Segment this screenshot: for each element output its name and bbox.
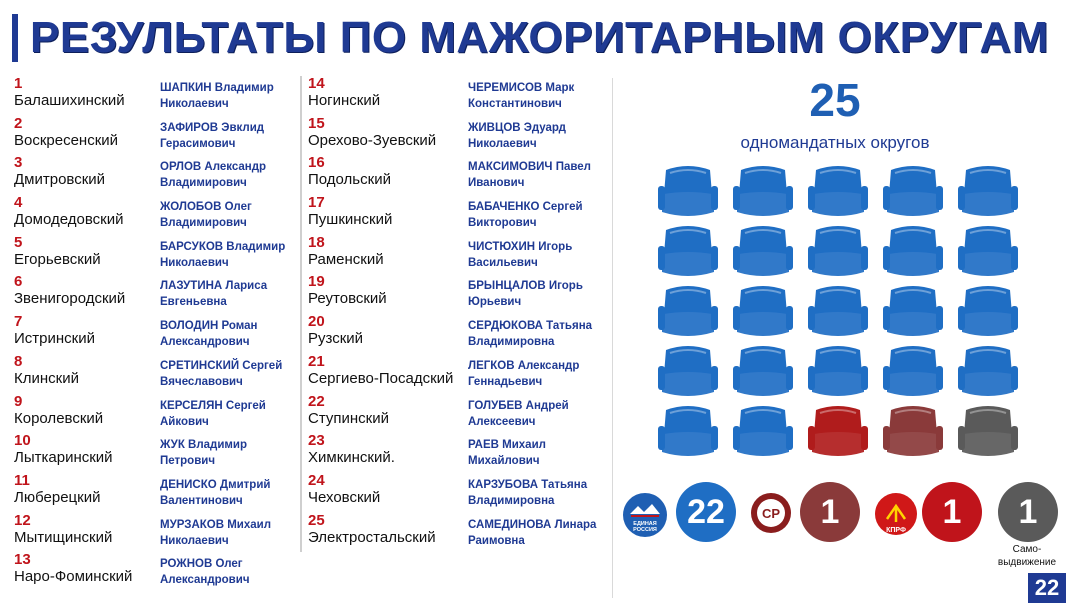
district-number: 23 (308, 432, 325, 450)
candidate-patronymic: Константинович (468, 98, 562, 110)
seat-er (883, 286, 943, 336)
district-name: Королевский (14, 409, 104, 427)
candidate-item (468, 195, 608, 235)
district-item (14, 354, 149, 394)
seat-self (958, 406, 1018, 456)
district-name: Чеховский (308, 488, 381, 506)
district-number: 6 (14, 273, 23, 291)
district-name: Орехово-Зуевский (308, 131, 437, 149)
candidate-item (468, 354, 608, 394)
candidate-item (468, 513, 608, 553)
self-nomination-label: Само-выдвижение (997, 544, 1057, 568)
district-item (14, 116, 149, 156)
district-name: Подольский (308, 171, 391, 189)
district-name: Раменский (308, 250, 384, 268)
district-item (308, 76, 463, 116)
candidate-patronymic: Владимирович (160, 217, 247, 230)
candidate-item (160, 473, 300, 513)
candidate-item (468, 116, 608, 156)
page-title: РЕЗУЛЬТАТЫ ПО МАЖОРИТАРНЫМ ОКРУГАМ (30, 13, 1049, 62)
seat-sr (808, 406, 868, 456)
seat-kprf (883, 406, 943, 456)
district-number: 5 (14, 233, 23, 251)
district-item (14, 155, 149, 195)
candidate-patronymic: Николаевич (160, 256, 229, 269)
district-column-right (300, 76, 463, 552)
district-number: 3 (14, 154, 23, 172)
sr-count-badge: 1 (800, 482, 860, 542)
candidate-item (160, 116, 300, 156)
district-number: 19 (308, 273, 325, 291)
page-number: 22 (1028, 573, 1066, 603)
candidate-item (468, 394, 608, 434)
candidate-item (468, 155, 608, 195)
title-accent-bar (12, 14, 18, 62)
kprf-logo (874, 492, 918, 536)
district-item (308, 394, 463, 434)
district-item (14, 314, 149, 354)
district-item (308, 235, 463, 275)
candidate-surname: ШАПКИН Владимир (160, 82, 274, 94)
candidate-surname: ЗАФИРОВ Эвклид (160, 121, 265, 134)
district-number: 20 (308, 313, 325, 331)
seat-er (808, 166, 868, 216)
candidate-surname: ОРЛОВ Александр (160, 161, 267, 174)
candidate-surname: КАРЗУБОВА Татьяна (468, 478, 588, 491)
candidate-patronymic: Владимирович (160, 177, 247, 190)
candidate-patronymic: Николаевич (468, 137, 537, 150)
district-number: 8 (14, 352, 23, 370)
seat-er (883, 166, 943, 216)
district-name: Химкинский. (308, 449, 395, 467)
er-count-badge: 22 (676, 482, 736, 542)
district-number: 22 (308, 392, 325, 410)
district-number: 24 (308, 471, 325, 489)
district-number: 1 (14, 75, 23, 92)
candidate-item (160, 314, 300, 354)
district-name: Лыткаринский (14, 449, 113, 467)
total-districts-label: одномандатных округов (740, 133, 930, 152)
seat-er (883, 346, 943, 396)
seat-er (658, 286, 718, 336)
seat-er (958, 226, 1018, 276)
er-logo (622, 492, 668, 538)
district-item (308, 473, 463, 513)
candidate-item (468, 274, 608, 314)
district-number: 10 (14, 432, 31, 450)
district-item (308, 116, 463, 156)
district-item (14, 433, 149, 473)
candidate-surname: МАКСИМОВИЧ Павел (468, 161, 591, 174)
district-name: Ногинский (308, 92, 381, 109)
district-name: Люберецкий (14, 488, 101, 506)
sr-logo (750, 492, 792, 534)
svg-text:РОССИЯ: РОССИЯ (633, 527, 657, 533)
candidate-item (160, 195, 300, 235)
candidate-item (468, 314, 608, 354)
district-name: Клинский (14, 369, 79, 387)
candidate-surname: ЛАЗУТИНА Лариса (160, 280, 268, 293)
candidate-item (160, 235, 300, 275)
district-number: 9 (14, 392, 23, 410)
district-item (14, 195, 149, 235)
candidate-patronymic: Михайлович (468, 455, 540, 468)
total-districts-count: 25 (809, 74, 861, 126)
district-name: Егорьевский (14, 250, 101, 268)
candidate-surname: БАБАЧЕНКО Сергей (468, 201, 583, 214)
seat-er (733, 406, 793, 456)
district-name: Наро-Фоминский (14, 568, 133, 586)
district-number: 11 (14, 471, 30, 489)
candidate-patronymic: Александрович (160, 336, 250, 349)
district-item (308, 274, 463, 314)
candidate-patronymic: Вячеславович (160, 375, 243, 388)
candidate-patronymic: Иванович (468, 177, 525, 190)
svg-text:КПРФ: КПРФ (886, 527, 906, 534)
seat-er (883, 226, 943, 276)
candidate-surname: ЧИСТЮХИН Игорь (468, 240, 573, 253)
district-item (14, 76, 149, 116)
district-item (14, 235, 149, 275)
seat-er (658, 346, 718, 396)
district-name: Истринский (14, 330, 95, 348)
district-name: Балашихинский (14, 92, 125, 109)
district-name: Электростальский (308, 528, 436, 546)
district-item (308, 433, 463, 473)
seat-er (658, 406, 718, 456)
district-column-left (14, 76, 149, 592)
candidate-item (468, 433, 608, 473)
candidate-patronymic: Герасимович (160, 137, 236, 150)
candidate-surname: ЖОЛОБОВ Олег (160, 201, 252, 214)
district-item (14, 552, 149, 592)
candidate-surname: СЕРДЮКОВА Татьяна (468, 320, 593, 333)
candidate-patronymic: Викторович (468, 217, 537, 230)
svg-text:СР: СР (761, 506, 781, 521)
candidate-surname: КЕРСЕЛЯН Сергей (160, 399, 266, 412)
candidate-patronymic: Юрьевич (468, 296, 522, 309)
candidate-item (160, 433, 300, 473)
candidate-surname: БРЫНЦАЛОВ Игорь (468, 280, 583, 293)
seat-er (808, 346, 868, 396)
candidate-item (160, 155, 300, 195)
district-item (308, 314, 463, 354)
candidate-surname: ЧЕРЕМИСОВ Марк (468, 82, 575, 94)
candidate-surname: ЖИВЦОВ Эдуард (468, 121, 566, 134)
candidate-item (468, 473, 608, 513)
district-number: 7 (14, 313, 23, 331)
candidate-column-left (160, 76, 300, 592)
candidate-patronymic: Геннадьевич (468, 375, 543, 388)
candidate-surname: САМЕДИНОВА Линара (468, 518, 597, 531)
district-number: 14 (308, 75, 325, 92)
candidate-surname: МУРЗАКОВ Михаил (160, 518, 272, 531)
district-number: 4 (14, 194, 23, 212)
seat-er (733, 346, 793, 396)
candidate-patronymic: Алексеевич (468, 415, 536, 428)
district-number: 18 (308, 233, 325, 251)
district-name: Мытищинский (14, 528, 113, 546)
district-name: Сергиево-Посадский (308, 369, 454, 387)
candidate-item (160, 552, 300, 592)
district-name: Воскресенский (14, 131, 119, 149)
candidate-patronymic: Валентинович (160, 494, 243, 507)
district-number: 2 (14, 114, 23, 132)
candidate-patronymic: Васильевич (468, 256, 538, 269)
district-name: Звенигородский (14, 290, 126, 308)
district-item (308, 513, 463, 553)
candidate-item (160, 513, 300, 553)
district-name: Пушкинский (308, 211, 393, 229)
district-name: Ступинский (308, 409, 389, 427)
candidate-surname: БАРСУКОВ Владимир (160, 240, 286, 253)
candidate-surname: ЖУК Владимир (160, 439, 248, 452)
candidate-item (468, 76, 608, 116)
seat-er (658, 166, 718, 216)
seat-er (733, 226, 793, 276)
candidate-patronymic: Николаевич (160, 98, 229, 110)
candidate-patronymic: Александрович (160, 574, 250, 587)
self-count-badge: 1 (998, 482, 1058, 542)
svg-text:ЕДИНАЯ: ЕДИНАЯ (633, 521, 657, 527)
candidate-item (468, 235, 608, 275)
candidate-item (160, 76, 300, 116)
candidate-item (160, 394, 300, 434)
district-number: 15 (308, 114, 325, 132)
district-number: 25 (308, 511, 325, 529)
district-item (14, 473, 149, 513)
district-number: 16 (308, 154, 325, 172)
district-number: 21 (308, 352, 325, 370)
candidate-surname: ГОЛУБЕВ Андрей (468, 399, 569, 412)
seat-er (658, 226, 718, 276)
seat-er (808, 286, 868, 336)
district-number: 13 (14, 551, 31, 569)
candidate-column-right (468, 76, 608, 552)
district-item (14, 394, 149, 434)
kprf-count-badge: 1 (922, 482, 982, 542)
candidate-patronymic: Владимировна (468, 494, 555, 507)
candidate-surname: РОЖНОВ Олег (160, 558, 243, 571)
seat-er (733, 166, 793, 216)
seat-chart (655, 164, 1035, 464)
seat-er (958, 166, 1018, 216)
panel-divider (612, 78, 613, 598)
seat-er (733, 286, 793, 336)
candidate-item (160, 274, 300, 314)
candidate-surname: ВОЛОДИН Роман (160, 320, 258, 333)
candidate-patronymic: Владимировна (468, 336, 555, 349)
district-item (14, 513, 149, 553)
district-name: Дмитровский (14, 171, 106, 189)
district-number: 12 (14, 511, 31, 529)
seat-er (958, 286, 1018, 336)
seat-er (958, 346, 1018, 396)
candidate-patronymic: Айкович (160, 415, 209, 428)
candidate-surname: ЛЕГКОВ Александр (468, 359, 580, 372)
candidate-surname: ДЕНИСКО Дмитрий (160, 478, 271, 491)
district-item (308, 195, 463, 235)
candidate-surname: СРЕТИНСКИЙ Сергей (160, 359, 283, 372)
district-item (308, 354, 463, 394)
candidate-item (160, 354, 300, 394)
candidate-patronymic: Раимовна (468, 534, 525, 547)
district-name: Домодедовский (14, 211, 124, 229)
district-number: 17 (308, 194, 325, 212)
candidate-surname: РАЕВ Михаил (468, 439, 546, 452)
candidate-patronymic: Петрович (160, 455, 216, 468)
candidate-patronymic: Николаевич (160, 534, 229, 547)
district-item (14, 274, 149, 314)
seat-er (808, 226, 868, 276)
candidate-patronymic: Евгеньевна (160, 296, 227, 309)
district-name: Реутовский (308, 290, 387, 308)
district-name: Рузский (308, 330, 364, 348)
district-item (308, 155, 463, 195)
